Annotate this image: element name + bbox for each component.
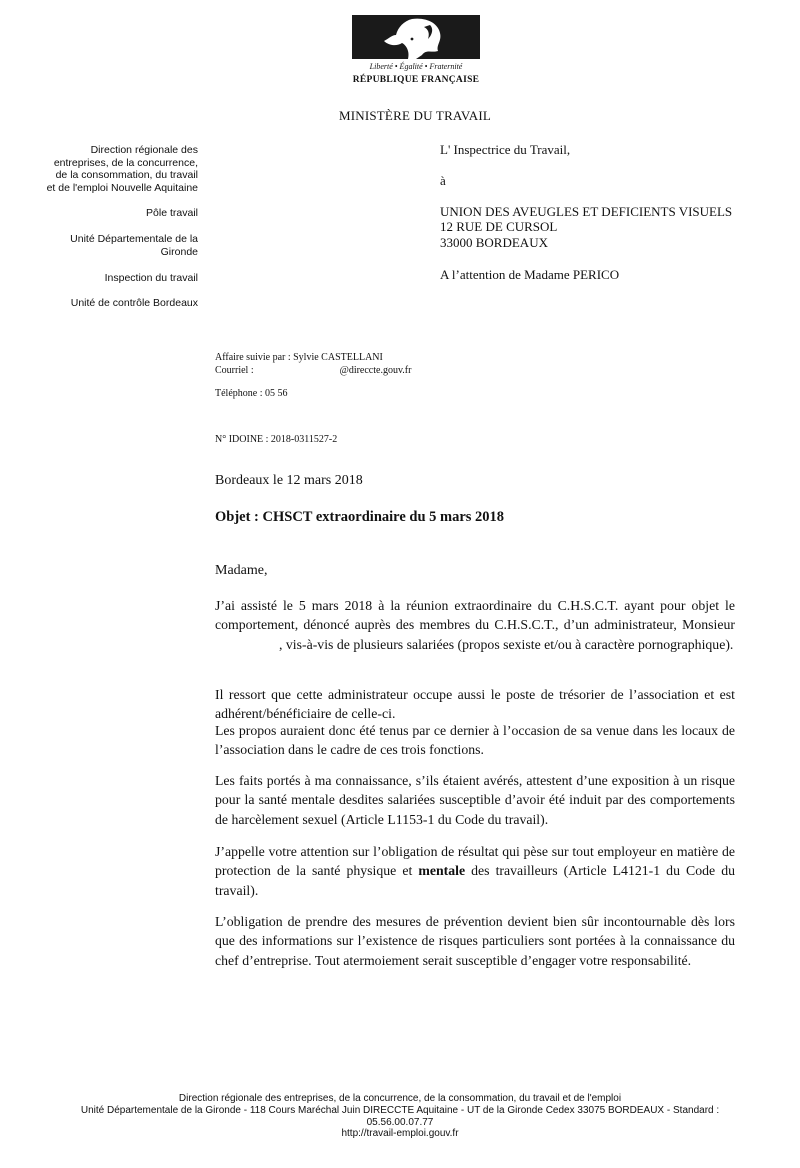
- paragraph-5-part-b: des travailleurs (Article L4121-1 du Code du travail).: [215, 863, 735, 898]
- paragraph-5-part-a: J’appelle votre attention sur l’obligation de résultat qui pèse sur tout employeur en matière de protection de la santé physique et: [215, 844, 735, 879]
- recipient-city: 33000 BORDEAUX: [440, 235, 548, 250]
- sender-inspection: Inspection du travail: [104, 272, 198, 284]
- footer-line: 05.56.00.07.77: [366, 1116, 434, 1128]
- paragraph-5-bold: mentale: [418, 863, 466, 879]
- recipient-attention: A l’attention de Madame PERICO: [440, 267, 620, 282]
- letter-paragraph-3: Les propos auraient donc été tenus par ce dernier à l’occasion de sa venue dans les locaux de l’association dans le cadre de ces trois fonctions.: [215, 723, 735, 758]
- letter-subject: Objet : CHSCT extraordinaire du 5 mars 2018: [215, 509, 505, 525]
- sender-unite-line: Unité Départementale de la: [70, 233, 198, 245]
- meta-affaire: Affaire suivie par : Sylvie CASTELLANI: [215, 352, 383, 363]
- marianne-icon: [352, 15, 480, 59]
- footer-line: Unité Départementale de la Gironde - 118 Cours Maréchal Juin DIRECCTE Aquitaine - UT de la Gironde Cedex 33075 BORDEAUX - Standard :: [80, 1104, 720, 1116]
- sender-direction-line: et de l'emploi Nouvelle Aquitaine: [46, 181, 198, 194]
- sender-unite-line: Gironde: [160, 245, 198, 258]
- recipient-from: L' Inspectrice du Travail,: [440, 142, 571, 157]
- letter-date: Bordeaux le 12 mars 2018: [215, 473, 363, 488]
- logo-republic: RÉPUBLIQUE FRANÇAISE: [352, 75, 480, 85]
- sender-direction-line: entreprises, de la concurrence,: [53, 156, 198, 169]
- sender-direction-line: de la consommation, du travail: [55, 169, 198, 181]
- recipient-street: 12 RUE DE CURSOL: [440, 219, 558, 234]
- letter-paragraph-4: Les faits portés à ma connaissance, s’ils étaient avérés, attestent d’une exposition à un risque pour la santé mentale desdites salariées susceptible d’avoir été induit par des comportements de harcèlement sexuel (Article L1153-1 du Code du travail).: [215, 773, 735, 827]
- meta-courriel-domain: @direccte.gouv.fr: [339, 365, 412, 376]
- sender-unite: [0, 233, 198, 258]
- sender-direction: [0, 144, 198, 194]
- sender-pole: Pôle travail: [146, 207, 198, 219]
- republique-francaise-logo: [352, 15, 480, 91]
- letter-salutation: Madame,: [215, 563, 268, 578]
- footer: [0, 1093, 800, 1140]
- logo-motto: Liberté • Égalité • Fraternité: [369, 62, 463, 71]
- paragraph-1-part-a: J’ai assisté le 5 mars 2018 à la réunion extraordinaire du C.H.S.C.T. ayant pour objet le comportement, dénoncé auprès des membres du C.H.S.C.T., d’un administrateur, Monsieur: [215, 598, 735, 633]
- meta-courriel-label: Courriel :: [215, 365, 254, 376]
- letter-paragraph-1: [215, 596, 735, 654]
- meta-courriel: [215, 364, 411, 377]
- letter-paragraph-6: L’obligation de prendre des mesures de prévention devient bien sûr incontournable dès lors que des informations sur l’existence de risques particuliers sont portées à la connaissance du chef d’entreprise. Tout atermoiement serait susceptible d’engager votre responsabilité.: [215, 914, 735, 968]
- sender-direction-line: Direction régionale des: [90, 144, 198, 156]
- footer-line: Direction régionale des entreprises, de la concurrence, de la consommation, du travail et de l'emploi: [178, 1093, 622, 1104]
- ministry-title: MINISTÈRE DU TRAVAIL: [338, 108, 492, 123]
- letter-paragraph-5: [215, 842, 735, 900]
- sender-controle: Unité de contrôle Bordeaux: [70, 297, 198, 309]
- footer-link[interactable]: http://travail-emploi.gouv.fr: [341, 1128, 459, 1140]
- paragraph-1-part-b: , vis-à-vis de plusieurs salariées (propos sexiste et/ou à caractère pornographique).: [279, 636, 734, 652]
- meta-telephone: Téléphone : 05 56: [215, 388, 288, 399]
- recipient-name: UNION DES AVEUGLES ET DEFICIENTS VISUELS: [440, 204, 733, 219]
- meta-idoine: N° IDOINE : 2018-0311527-2: [215, 434, 338, 445]
- letter-paragraph-2: Il ressort que cette administrateur occupe aussi le poste de trésorier de l’association et est adhérent/bénéficiaire de celle-ci.: [215, 687, 735, 722]
- recipient-to: à: [440, 173, 446, 188]
